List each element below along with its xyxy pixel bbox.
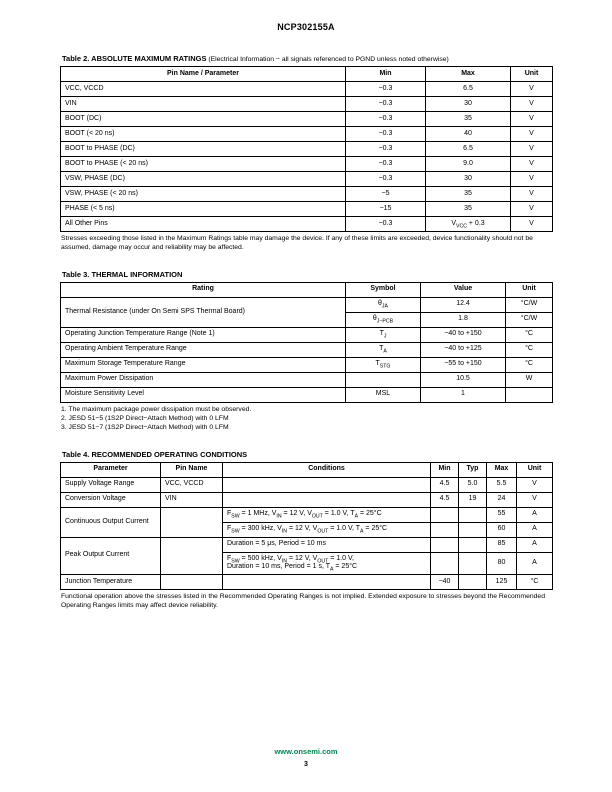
cell-rating: Moisture Sensitivity Level	[61, 387, 346, 402]
cell-unit: V	[511, 142, 553, 157]
cell-symbol: $\theta_{J-PCB}$	[346, 312, 421, 327]
table2-header-parameter: Pin Name / Parameter	[61, 67, 346, 82]
table-row	[61, 297, 553, 312]
cell-max: 80	[487, 552, 517, 575]
cell-unit: V	[511, 187, 553, 202]
cell-symbol: $T_{STG}$	[346, 357, 421, 372]
table2-header-unit: Unit	[511, 67, 553, 82]
table4-header-row	[61, 462, 553, 477]
cell-max: 125	[487, 575, 517, 590]
cell-unit: V	[511, 157, 553, 172]
table4-header-pin-name: Pin Name	[161, 462, 223, 477]
table4-header-parameter: Parameter	[61, 462, 161, 477]
page-title: NCP302155A	[277, 22, 335, 32]
cell-min: −15	[346, 202, 426, 217]
cell-min: −0.3	[346, 82, 426, 97]
cell-unit: °C	[506, 357, 553, 372]
cell-unit: A	[517, 537, 553, 552]
table3-header-row	[61, 282, 553, 297]
table-row	[61, 97, 553, 112]
cell-max: 55	[487, 507, 517, 522]
cell-typ	[459, 552, 487, 575]
cell-symbol: $T_A$	[346, 342, 421, 357]
cell-unit: °C	[506, 327, 553, 342]
cell-parameter: Supply Voltage Range	[61, 477, 161, 492]
cell-max: 6.5	[426, 82, 511, 97]
table2-footnote: Stresses exceeding those listed in the Maximum Ratings table may damage the device. If any of these limits are exceeded, device functionality should not be assumed, damage may occur and reliability may be affected.	[61, 235, 533, 251]
cell-max: $V_{VCC} + 0.3$	[426, 217, 511, 232]
cell-conditions: $F_{SW} = 300$ kHz, $V_{IN} = 12$ V, $V_{OUT} = 1.0$ V, $T_A = 25^\circ C$	[223, 522, 431, 537]
cell-unit: °C	[506, 342, 553, 357]
cell-conditions: Duration = 5 μs, Period = 10 ms	[223, 537, 431, 552]
cell-min: −0.3	[346, 172, 426, 187]
table4-header-typ: Typ	[459, 462, 487, 477]
table-row	[61, 357, 553, 372]
cell-max: 85	[487, 537, 517, 552]
cell-min: −0.3	[346, 142, 426, 157]
cell-conditions: $F_{SW} = 500$ kHz, $V_{IN} = 12$ V, $V_{OUT} = 1.0$ V, Duration = 10 ms, Period = 1 s, $T_A = 25^\circ C$	[223, 552, 431, 575]
cell-max: 9.0	[426, 157, 511, 172]
cell-symbol: $T_J$	[346, 327, 421, 342]
cell-unit: °C	[517, 575, 553, 590]
cell-max: 6.5	[426, 142, 511, 157]
table3-caption-title: Table 3. THERMAL INFORMATION	[62, 269, 183, 279]
cell-conditions	[223, 477, 431, 492]
cell-unit: V	[517, 477, 553, 492]
cell-parameter: BOOT (< 20 ns)	[61, 127, 346, 142]
recommended-operating-conditions-table	[60, 462, 553, 591]
page-footer	[0, 741, 612, 768]
note-2: 2. JESD 51−5 (1S2P Direct−Attach Method) with 0 LFM	[61, 414, 229, 422]
cell-conditions	[223, 575, 431, 590]
cell-min: −40	[431, 575, 459, 590]
cell-symbol	[346, 372, 421, 387]
cell-unit: A	[517, 507, 553, 522]
cell-min: 4.5	[431, 492, 459, 507]
table3-header-unit: Unit	[506, 282, 553, 297]
cell-max: 24	[487, 492, 517, 507]
cell-min: −5	[346, 187, 426, 202]
cell-rating: Operating Ambient Temperature Range	[61, 342, 346, 357]
cell-min: −0.3	[346, 112, 426, 127]
cell-min: −0.3	[346, 127, 426, 142]
cell-unit: V	[511, 127, 553, 142]
table-row	[61, 575, 553, 590]
cell-max: 60	[487, 522, 517, 537]
cell-unit: W	[506, 372, 553, 387]
table3-header-symbol: Symbol	[346, 282, 421, 297]
table2-header-min: Min	[346, 67, 426, 82]
cell-rating: Maximum Power Dissipation	[61, 372, 346, 387]
cell-parameter: Junction Temperature	[61, 575, 161, 590]
cell-parameter: Continuous Output Current	[61, 507, 161, 537]
table-row	[61, 342, 553, 357]
cell-max: 35	[426, 187, 511, 202]
cell-min: −0.3	[346, 157, 426, 172]
cell-conditions: $F_{SW} = 1$ MHz, $V_{IN} = 12$ V, $V_{OUT} = 1.0$ V, $T_A = 25^\circ C$	[223, 507, 431, 522]
table2-caption-note: (Electrical Information − all signals referenced to PGND unless noted otherwise)	[206, 56, 449, 63]
cell-value: 1	[421, 387, 506, 402]
cell-max: 40	[426, 127, 511, 142]
cell-unit: V	[511, 172, 553, 187]
cell-unit: A	[517, 552, 553, 575]
cell-conditions	[223, 492, 431, 507]
cell-typ: 5.0	[459, 477, 487, 492]
cell-typ	[459, 507, 487, 522]
cell-typ: 19	[459, 492, 487, 507]
cell-parameter: VCC, VCCD	[61, 82, 346, 97]
cell-min	[431, 522, 459, 537]
cell-parameter: VSW, PHASE (DC)	[61, 172, 346, 187]
table-row	[61, 202, 553, 217]
cell-rating: Maximum Storage Temperature Range	[61, 357, 346, 372]
table3-caption	[62, 270, 552, 279]
table-row	[61, 112, 553, 127]
cell-min: −0.3	[346, 97, 426, 112]
table2-caption-title: Table 2. ABSOLUTE MAXIMUM RATINGS	[62, 54, 207, 63]
table4-header-conditions: Conditions	[223, 462, 431, 477]
cell-unit: °C/W	[506, 297, 553, 312]
table-row	[61, 187, 553, 202]
table-row	[61, 82, 553, 97]
table2-caption	[62, 54, 552, 63]
table3-header-rating: Rating	[61, 282, 346, 297]
table-row	[61, 492, 553, 507]
cell-rating: Thermal Resistance (under On Semi SPS Thermal Board)	[61, 297, 346, 327]
cell-unit: V	[511, 97, 553, 112]
table4-header-min: Min	[431, 462, 459, 477]
cell-max: 5.5	[487, 477, 517, 492]
cell-value: −55 to +150	[421, 357, 506, 372]
table-row	[61, 127, 553, 142]
table-row	[61, 477, 553, 492]
cell-pin-name-empty	[161, 507, 223, 537]
cell-pin-name-empty	[161, 537, 223, 575]
thermal-information-table	[60, 282, 553, 403]
table4-header-unit: Unit	[517, 462, 553, 477]
cell-min	[431, 552, 459, 575]
table4-footnote: Functional operation above the stresses listed in the Recommended Operating Ranges is not implied. Extended exposure to stresses beyond the Recommended Operating Ranges limits may affect device reliability.	[61, 593, 545, 609]
cell-unit: V	[511, 82, 553, 97]
table-row	[61, 172, 553, 187]
cell-parameter: BOOT to PHASE (DC)	[61, 142, 346, 157]
cell-parameter: Peak Output Current	[61, 537, 161, 575]
table4-header-max: Max	[487, 462, 517, 477]
table2-header-max: Max	[426, 67, 511, 82]
cell-max: 30	[426, 97, 511, 112]
cell-unit: V	[511, 112, 553, 127]
cell-parameter: PHASE (< 5 ns)	[61, 202, 346, 217]
table-row	[61, 387, 553, 402]
table2-header-row	[61, 67, 553, 82]
cell-min: 4.5	[431, 477, 459, 492]
table4-caption	[62, 450, 552, 459]
cell-value: −40 to +150	[421, 327, 506, 342]
cell-parameter: All Other Pins	[61, 217, 346, 232]
cell-unit: V	[511, 217, 553, 232]
cell-min	[431, 537, 459, 552]
table4-caption-title: Table 4. RECOMMENDED OPERATING CONDITIONS	[62, 449, 248, 459]
note-3: 3. JESD 51−7 (1S2P Direct−Attach Method) with 0 LFM	[61, 423, 229, 431]
cell-pin-name: VCC, VCCD	[161, 477, 223, 492]
cell-typ	[459, 537, 487, 552]
table3-header-value: Value	[421, 282, 506, 297]
cell-value: 10.5	[421, 372, 506, 387]
cell-parameter: BOOT (DC)	[61, 112, 346, 127]
cell-max: 35	[426, 112, 511, 127]
cell-max: 35	[426, 202, 511, 217]
table-row	[61, 157, 553, 172]
table3-notes	[61, 406, 552, 433]
cell-unit: V	[511, 202, 553, 217]
cell-min	[431, 507, 459, 522]
table-row	[61, 507, 553, 522]
table-row	[61, 372, 553, 387]
note-1: 1. The maximum package power dissipation must be observed.	[61, 405, 252, 413]
cell-parameter: BOOT to PHASE (< 20 ns)	[61, 157, 346, 172]
table-row	[61, 327, 553, 342]
cell-symbol: $\theta_{JA}$	[346, 297, 421, 312]
onsemi-link[interactable]: www.onsemi.com	[274, 747, 338, 756]
cell-pin-name: VIN	[161, 492, 223, 507]
cell-parameter: VSW, PHASE (< 20 ns)	[61, 187, 346, 202]
cell-unit: V	[517, 492, 553, 507]
cell-typ	[459, 522, 487, 537]
cell-value: −40 to +125	[421, 342, 506, 357]
table-row	[61, 537, 553, 552]
cell-symbol: MSL	[346, 387, 421, 402]
table-row	[61, 217, 553, 232]
cell-min: −0.3	[346, 217, 426, 232]
cell-unit: A	[517, 522, 553, 537]
table-row	[61, 142, 553, 157]
cell-max: 30	[426, 172, 511, 187]
cell-pin-name	[161, 575, 223, 590]
page-number: 3	[304, 761, 308, 768]
cell-rating: Operating Junction Temperature Range (Note 1)	[61, 327, 346, 342]
absolute-maximum-ratings-table	[60, 66, 553, 232]
cell-value: 1.8	[421, 312, 506, 327]
cell-parameter: VIN	[61, 97, 346, 112]
cell-parameter: Conversion Voltage	[61, 492, 161, 507]
cell-typ	[459, 575, 487, 590]
cell-unit	[506, 387, 553, 402]
cell-unit: °C/W	[506, 312, 553, 327]
cell-value: 12.4	[421, 297, 506, 312]
